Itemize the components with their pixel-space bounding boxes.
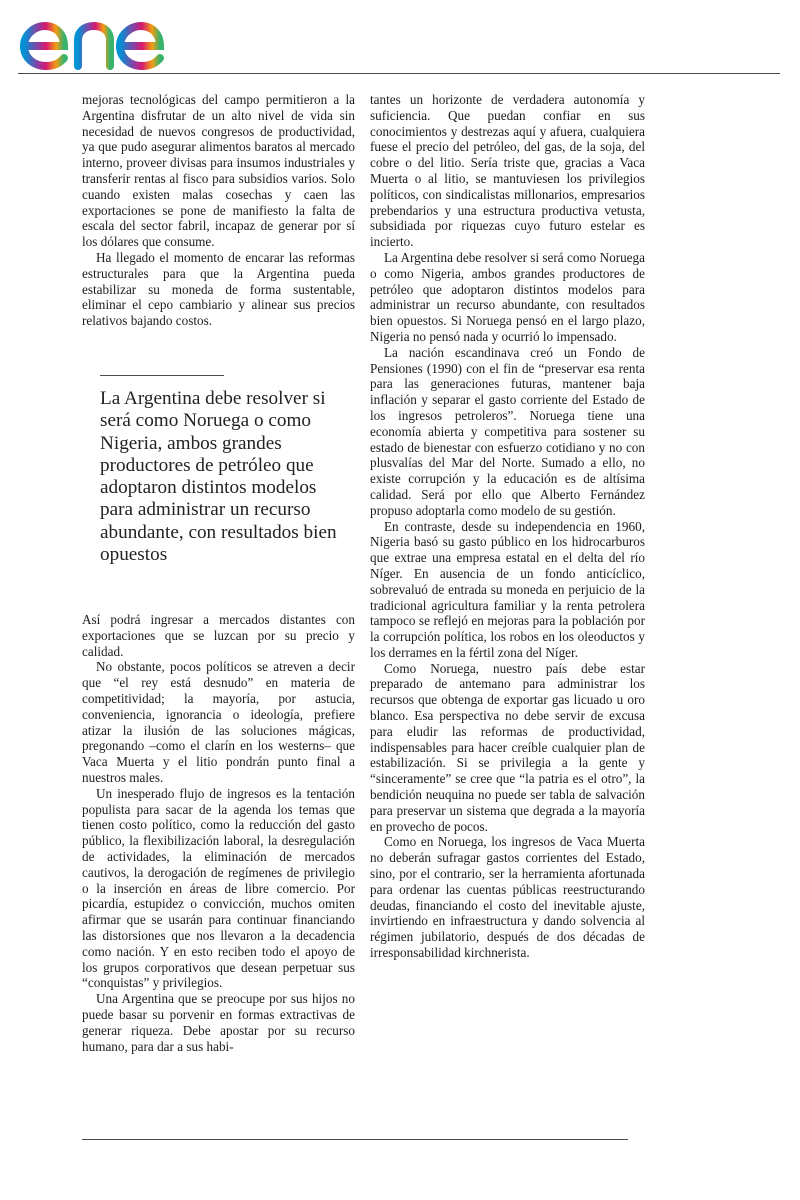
paragraph: La nación escandinava creó un Fondo de Pensiones (1990) con el fin de “preservar esa renta para las generaciones futuras, mantener baja inflación y separar el gasto corriente del Estado de los ingresos petroleros”. Noruega tiene una economía abierta y competitiva para sostener su estado de bienestar con esfuerzo cotidiano y no con plusvalías del Mar del Norte. Sumado a ello, no existe corrupción y la educación es de altísima calidad. Será por ello que Alberto Fernández propuso adoptarla como modelo de su gestión. <box>370 344 645 518</box>
paragraph: Un inesperado flujo de ingresos es la tentación populista para sacar de la agenda los temas que tienen costo político, como la reducción del gasto público, la flexibilización laboral, la desregulación de actividades, la eliminación de mercados cautivos, la derogación de regímenes de privilegio o la inserción en áreas de libre comercio. Por picardía, estupidez o convicción, muchos omiten afirmar que se usarán para continuar financiando las distorsiones que nos llevaron a la decadencia como nación. Y en esto reciben todo el apoyo de los grupos corporativos que desean perpetuar sus “conquistas” y privilegios. <box>82 785 355 991</box>
column-right <box>370 92 645 961</box>
paragraph: No obstante, pocos políticos se atreven a decir que “el rey está desnudo” en materia de competitividad; la mayoría, por astucia, conveniencia, ignorancia o ideología, prefiere atizar la ilusión de las soluciones mágicas, pregonando –como el clarín en los westerns– que Vaca Muerta y el litio pondrán punto final a nuestros males. <box>82 659 355 785</box>
pull-quote: La Argentina debe resolver si será como Noruega o como Nigeria, ambos grandes productores de petróleo que adoptaron distintos modelos para administrar un recurso abundante, con resultados bien opuestos <box>100 388 337 566</box>
paragraph: La Argentina debe resolver si será como Noruega o como Nigeria, ambos grandes productores de petróleo que adoptaron distintos modelos para administrar un recurso abundante, con resultados bien opuestos. Si Noruega pensó en el largo plazo, Nigeria no pensó nada y ocurrió lo impensado. <box>370 249 645 344</box>
paragraph: Como Noruega, nuestro país debe estar preparado de antemano para administrar los recursos que obtenga de exportar gas licuado u oro blanco. Esa perspectiva no debe servir de excusa para eludir las reformas de productividad, indispensables para hacer creíble cualquier plan de estabilización. Si se privilegia a la gente y “sinceramente” se cree que “la patria es el otro”, la bendición neuquina no puede ser tabla de salvación para preservar un sistema que degrada a la mayoría en provecho de pocos. <box>370 660 645 834</box>
column-left-top <box>82 92 355 329</box>
footer-rule <box>82 1139 628 1140</box>
paragraph: En contraste, desde su independencia en 1960, Nigeria basó su gasto público en los hidrocarburos que extrae una empresa estatal en el delta del río Níger. En ausencia de un fondo anticíclico, sobrevaluó de entrada su moneda en perjuicio de la tradicional agricultura familiar y la renta petrolera tampoco se reflejó en mejoras para la población por la corrupción política, los robos en los oleoductos y los derrames en la fértil zona del Níger. <box>370 518 645 660</box>
column-left-bottom <box>82 612 355 1054</box>
paragraph: Una Argentina que se preocupe por sus hijos no puede basar su porvenir en formas extractivas de generar riqueza. Debe apostar por su recurso humano, para dar a sus habi- <box>82 991 355 1054</box>
header-rule <box>18 73 780 74</box>
paragraph: Como en Noruega, los ingresos de Vaca Muerta no deberán sufragar gastos corrientes del Estado, sino, por el contrario, ser la herramienta afortunada para ordenar las cuentas públicas reestructurando deudas, financiando el costo del inevitable ajuste, invirtiendo en infraestructura y dando solvencia al régimen jubilatorio, después de dos décadas de irresponsabilidad kirchnerista. <box>370 834 645 961</box>
enel-logo <box>18 4 180 70</box>
paragraph: tantes un horizonte de verdadera autonomía y suficiencia. Que puedan confiar en sus conocimientos y destrezas aquí y afuera, cualquiera fuese el precio del petróleo, del gas, de la soja, del cobre o del litio. Sería triste que, gracias a Vaca Muerta o al litio, se mantuviesen los privilegios políticos, con sindicalistas millonarios, empresarios prebendarios y una estructura productiva vetusta, subsidiada por riquezas cuyo futuro estelar es incierto. <box>370 92 645 250</box>
pull-quote-rule <box>100 375 224 376</box>
paragraph: Ha llegado el momento de encarar las reformas estructurales para que la Argentina pueda estabilizar su moneda de forma sustentable, eliminar el cepo cambiario y alinear sus precios relativos bajando costos. <box>82 249 355 329</box>
paragraph: Así podrá ingresar a mercados distantes con exportaciones que se luzcan por su precio y calidad. <box>82 612 355 659</box>
paragraph: mejoras tecnológicas del campo permitieron a la Argentina disfrutar de un alto nivel de vida sin necesidad de nuevos congresos de productividad, ya que pudo asegurar alimentos baratos al mercado interno, proveer divisas para insumos industriales y transferir rentas al fisco para subsidios varios. Solo cuando existen malas cosechas y caen las exportaciones se pone de manifiesto la falta de escala del sector fabril, incapaz de generar por sí los dólares que consume. <box>82 92 355 250</box>
